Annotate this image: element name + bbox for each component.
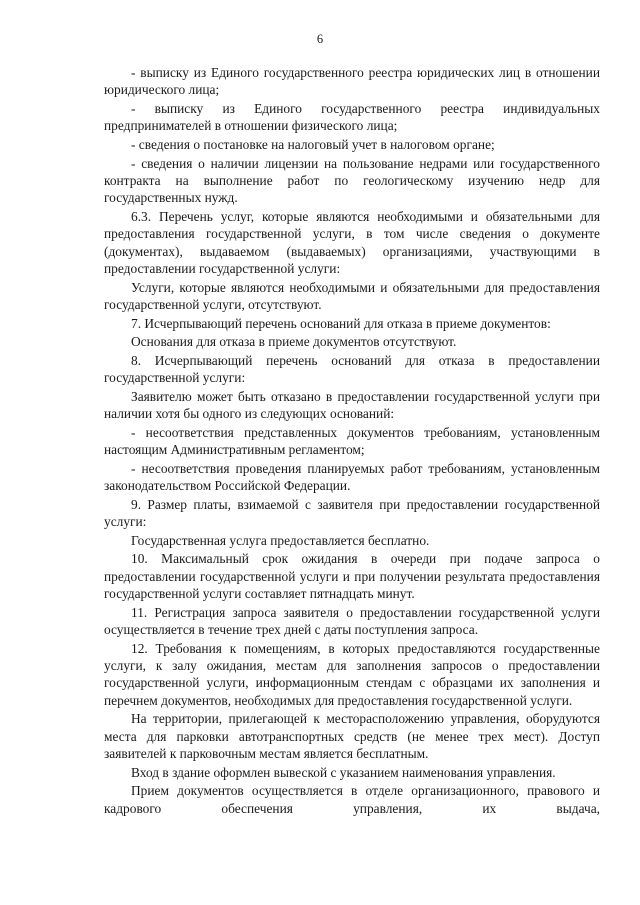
paragraph-no-refusal-grounds: Основания для отказа в приеме документов отсутствуют. — [131, 334, 457, 350]
paragraph-document-reception: Прием документов осуществляется в отделе организационного, правового и кадрового обеспечения управления, их выдача, — [104, 783, 600, 816]
paragraph-11-registration: 11. Регистрация запроса заявителя о предоставлении государственной услуги осуществляется в течение трех дней с даты поступления запроса. — [104, 604, 600, 638]
paragraph-7-refusal-grounds: 7. Исчерпывающий перечень оснований для отказа в приеме документов: — [131, 315, 551, 331]
paragraph-free-service: Государственная услуга предоставляется бесплатно. — [131, 532, 430, 548]
paragraph-denial-conditions: Заявителю может быть отказано в предоставлении государственной услуги при наличии хотя бы одного из следующих оснований: — [104, 388, 600, 422]
paragraph-10-wait-time: 10. Максимальный срок ожидания в очереди при подаче запроса о предоставлении государственной услуги и при получении результата предоставления государственной услуги составляет пятнадцать минут. — [104, 551, 600, 602]
page-number: 6 — [316, 32, 324, 46]
paragraph-extract-entrepreneur: - выписку из Единого государственного реестра индивидуальных предпринимателей в отношении физического лица; — [104, 100, 600, 134]
paragraph-document-mismatch: - несоответствия представленных документов требованиям, установленным настоящим Административным регламентом; — [104, 424, 600, 458]
paragraph-extract-legal-entity: - выписку из Единого государственного реестра юридических лиц в отношении юридического лица; — [104, 65, 600, 98]
paragraph-license-info: - сведения о наличии лицензии на пользование недрами или государственного контракта на выполнение работ по геологическому изучению недр для государственных нужд. — [104, 155, 600, 206]
paragraph-8-denial-grounds: 8. Исчерпывающий перечень оснований для отказа в предоставлении государственной услуги: — [104, 352, 600, 386]
paragraph-6-3-services-list: 6.3. Перечень услуг, которые являются необходимыми и обязательными для предоставления государственной услуги, в том числе сведения о документе (документах), выдаваемом (выдаваемых) организациями, участвующими в предоставлении государственной услуги: — [104, 208, 600, 276]
paragraph-12-premises: 12. Требования к помещениям, в которых предоставляются государственные услуги, к залу ожидания, местам для заполнения запросов о предоставлении государственной услуги, информационным стендам с образцами их заполнения и перечнем документов, необходимых для предоставления государственной услуги. — [104, 640, 600, 708]
document-body — [104, 64, 600, 817]
paragraph-parking: На территории, прилегающей к месторасположению управления, оборудуются места для парковки автотранспортных средств (не менее трех мест). Доступ заявителей к парковочным местам является бесплатным. — [104, 711, 600, 761]
paragraph-tax-registration: - сведения о постановке на налоговый учет в налоговом органе; — [131, 136, 495, 152]
paragraph-works-mismatch: - несоответствия проведения планируемых работ требованиям, установленным законодательством Российской Федерации. — [104, 460, 600, 494]
paragraph-services-absent: Услуги, которые являются необходимыми и обязательными для предоставления государственной услуги, отсутствуют. — [104, 279, 600, 312]
paragraph-9-fee: 9. Размер платы, взимаемой с заявителя при предоставлении государственной услуги: — [104, 496, 600, 530]
paragraph-entrance-sign: Вход в здание оформлен вывеской с указанием наименования управления. — [131, 764, 556, 780]
